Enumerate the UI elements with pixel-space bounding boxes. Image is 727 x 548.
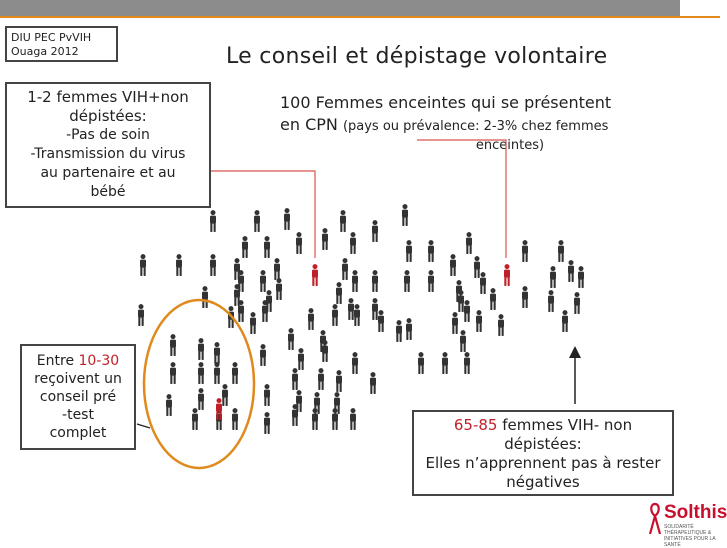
woman-figure bbox=[406, 240, 412, 262]
woman-figure bbox=[322, 340, 328, 362]
woman-figure bbox=[372, 220, 378, 242]
woman-figure bbox=[578, 266, 584, 288]
woman-figure bbox=[176, 254, 182, 276]
woman-figure bbox=[332, 304, 338, 326]
woman-figure bbox=[318, 368, 324, 390]
counselling-line1 bbox=[24, 352, 132, 370]
woman-figure bbox=[464, 300, 470, 322]
woman-figure bbox=[352, 352, 358, 374]
woman-figure bbox=[348, 298, 354, 320]
hiv-negative-line3: Elles n’apprennent pas à rester bbox=[425, 454, 661, 472]
woman-figure bbox=[474, 256, 480, 278]
woman-figure bbox=[352, 270, 358, 292]
woman-figure bbox=[340, 210, 346, 232]
woman-figure bbox=[354, 304, 360, 326]
course-name: DIU PEC PvVIH bbox=[11, 31, 92, 44]
hiv-positive-line3: -Pas de soin bbox=[66, 127, 150, 143]
woman-figure bbox=[232, 408, 238, 430]
woman-figure bbox=[568, 260, 574, 282]
woman-figure bbox=[404, 270, 410, 292]
woman-figure bbox=[562, 310, 568, 332]
hiv-negative-line4: négatives bbox=[506, 473, 580, 491]
woman-figure bbox=[232, 362, 238, 384]
woman-figure bbox=[296, 390, 302, 412]
woman-figure bbox=[266, 290, 272, 312]
woman-figure bbox=[198, 362, 204, 384]
woman-figure bbox=[234, 258, 240, 280]
hiv-positive-line5: au partenaire et au bbox=[40, 165, 176, 181]
woman-figure bbox=[198, 338, 204, 360]
woman-figure bbox=[314, 392, 320, 414]
woman-figure bbox=[238, 270, 244, 292]
hiv-negative-line2: dépistées: bbox=[504, 435, 582, 453]
counselling-range: 10-30 bbox=[78, 353, 120, 369]
woman-figure bbox=[350, 408, 356, 430]
woman-figure bbox=[370, 372, 376, 394]
woman-figure bbox=[452, 312, 458, 334]
woman-figure bbox=[548, 290, 554, 312]
solthis-logo bbox=[648, 502, 727, 548]
woman-figure bbox=[288, 328, 294, 350]
woman-figure bbox=[140, 254, 146, 276]
woman-figure bbox=[298, 348, 304, 370]
hiv-positive-figure bbox=[504, 264, 510, 286]
woman-figure bbox=[166, 394, 172, 416]
hiv-positive-figure bbox=[312, 264, 318, 286]
ribbon-icon bbox=[648, 502, 662, 536]
hiv-positive-line4: -Transmission du virus bbox=[30, 146, 186, 162]
woman-figure bbox=[522, 240, 528, 262]
hiv-positive-line6: bébé bbox=[90, 184, 126, 200]
hiv-negative-suffix: femmes VIH- non bbox=[497, 416, 633, 434]
woman-figure bbox=[522, 286, 528, 308]
woman-figure bbox=[170, 362, 176, 384]
woman-figure bbox=[406, 318, 412, 340]
intro-text bbox=[280, 92, 680, 154]
woman-figure bbox=[222, 384, 228, 406]
woman-figure bbox=[274, 258, 280, 280]
counselling-line3: conseil pré bbox=[39, 389, 117, 405]
intro-detail-b: enceintes) bbox=[475, 138, 545, 153]
hiv-negative-range: 65-85 bbox=[453, 416, 498, 434]
woman-figure bbox=[456, 280, 462, 302]
woman-figure bbox=[372, 298, 378, 320]
woman-figure bbox=[250, 312, 256, 334]
woman-figure bbox=[550, 266, 556, 288]
woman-figure bbox=[428, 270, 434, 292]
woman-figure bbox=[350, 232, 356, 254]
woman-figure bbox=[308, 308, 314, 330]
woman-figure bbox=[372, 270, 378, 292]
intro-detail-a: (pays ou prévalence: 2-3% chez femmes bbox=[342, 119, 609, 134]
counselling-line4: -test bbox=[62, 407, 94, 423]
woman-figure bbox=[320, 330, 326, 352]
woman-figure bbox=[336, 370, 342, 392]
hiv-positive-undetected-box bbox=[5, 82, 211, 208]
logo-name: Solthis bbox=[664, 502, 727, 523]
counselling-highlight-ring bbox=[144, 300, 254, 468]
course-location: Ouaga 2012 bbox=[11, 45, 79, 58]
intro-main-b: en CPN bbox=[280, 115, 338, 134]
hiv-positive-line1: 1-2 femmes VIH+non bbox=[27, 88, 189, 106]
woman-figure bbox=[464, 352, 470, 374]
woman-figure bbox=[264, 384, 270, 406]
woman-figure bbox=[242, 236, 248, 258]
woman-figure bbox=[396, 320, 402, 342]
woman-figure bbox=[336, 282, 342, 304]
connector-right bbox=[417, 140, 506, 258]
woman-figure bbox=[228, 306, 234, 328]
woman-figure bbox=[458, 290, 464, 312]
hiv-negative-line1 bbox=[418, 416, 668, 435]
woman-figure bbox=[428, 240, 434, 262]
woman-figure bbox=[254, 210, 260, 232]
woman-figure bbox=[214, 362, 220, 384]
course-label bbox=[5, 26, 118, 62]
woman-figure bbox=[210, 254, 216, 276]
woman-figure bbox=[402, 204, 408, 226]
counselling-line5: complet bbox=[49, 425, 107, 441]
woman-figure bbox=[214, 342, 220, 364]
hiv-positive-line2: dépistées: bbox=[69, 107, 147, 125]
connector-left bbox=[211, 171, 315, 258]
top-bar-accent bbox=[0, 16, 720, 18]
woman-figure bbox=[284, 208, 290, 230]
hiv-negative-undetected-box bbox=[412, 410, 674, 496]
woman-figure bbox=[558, 240, 564, 262]
woman-figure bbox=[192, 408, 198, 430]
woman-figure bbox=[476, 310, 482, 332]
woman-figure bbox=[342, 258, 348, 280]
woman-figure bbox=[198, 388, 204, 410]
woman-figure bbox=[418, 352, 424, 374]
woman-figure bbox=[296, 232, 302, 254]
slide-title: Le conseil et dépistage volontaire bbox=[226, 44, 608, 69]
woman-figure bbox=[450, 254, 456, 276]
top-bar bbox=[0, 0, 720, 18]
woman-figure bbox=[202, 286, 208, 308]
counselling-prefix: Entre bbox=[36, 353, 79, 369]
woman-figure bbox=[292, 404, 298, 426]
woman-figure bbox=[574, 292, 580, 314]
counselling-line2: reçoivent un bbox=[34, 371, 122, 387]
counselling-box bbox=[20, 344, 136, 450]
top-bar-grey bbox=[0, 0, 680, 16]
woman-figure bbox=[312, 408, 318, 430]
hiv-positive-counselled-figure bbox=[216, 398, 222, 420]
people-group bbox=[138, 204, 584, 434]
woman-figure bbox=[442, 352, 448, 374]
woman-figure bbox=[260, 344, 266, 366]
woman-figure bbox=[264, 412, 270, 434]
woman-figure bbox=[276, 278, 282, 300]
woman-figure bbox=[322, 228, 328, 250]
logo-tagline: SOLIDARITÉ THÉRAPEUTIQUE & INITIATIVES POUR LA SANTÉ bbox=[664, 524, 716, 548]
arrow-to-counselling bbox=[137, 424, 150, 428]
woman-figure bbox=[138, 304, 144, 326]
woman-figure bbox=[262, 300, 268, 322]
woman-figure bbox=[332, 408, 338, 430]
woman-figure bbox=[234, 284, 240, 306]
woman-figure bbox=[210, 210, 216, 232]
woman-figure bbox=[466, 232, 472, 254]
woman-figure bbox=[460, 330, 466, 352]
woman-figure bbox=[260, 270, 266, 292]
woman-figure bbox=[238, 300, 244, 322]
intro-main-a: 100 Femmes enceintes qui se présentent bbox=[280, 93, 612, 112]
woman-figure bbox=[480, 272, 486, 294]
woman-figure bbox=[378, 310, 384, 332]
woman-figure bbox=[292, 368, 298, 390]
woman-figure bbox=[216, 408, 222, 430]
woman-figure bbox=[264, 236, 270, 258]
woman-figure bbox=[170, 334, 176, 356]
woman-figure bbox=[498, 314, 504, 336]
woman-figure bbox=[334, 392, 340, 414]
woman-figure bbox=[490, 288, 496, 310]
